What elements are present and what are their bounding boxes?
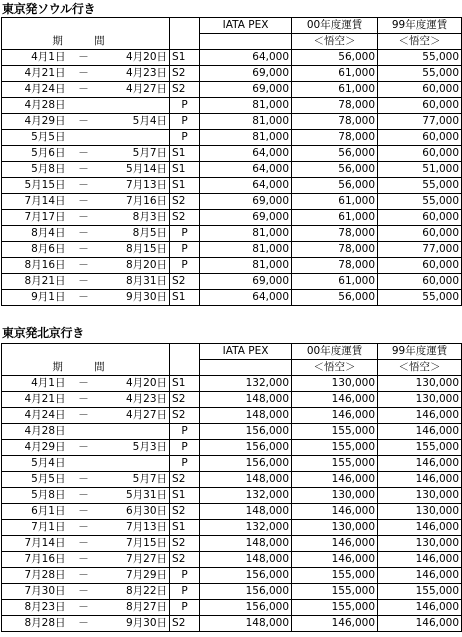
fare-1999: 60,000 <box>378 82 462 98</box>
period-dash: － <box>68 440 100 456</box>
fare-class: S1 <box>170 50 200 66</box>
period-dash: － <box>68 226 100 242</box>
fare-2000: 146,000 <box>292 392 378 408</box>
fare-2000: 61,000 <box>292 66 378 82</box>
period-start: 4月29日 <box>2 440 68 456</box>
fare-2000: 146,000 <box>292 552 378 568</box>
fare-class: S2 <box>170 408 200 424</box>
period-dash: － <box>68 376 100 392</box>
period-end: 8月20日 <box>100 258 170 274</box>
fare-2000: 78,000 <box>292 258 378 274</box>
period-end: 4月23日 <box>100 66 170 82</box>
fare-2000: 61,000 <box>292 210 378 226</box>
period-end: 8月27日 <box>100 600 170 616</box>
period-start: 8月28日 <box>2 616 68 632</box>
class-header-blank <box>170 360 200 376</box>
table-row <box>2 50 462 66</box>
period-end: 8月5日 <box>100 226 170 242</box>
period-dash: － <box>68 290 100 306</box>
iata-pex-header: IATA PEX <box>200 18 292 34</box>
period-start: 8月23日 <box>2 600 68 616</box>
fare-class: P <box>170 584 200 600</box>
period-end: 8月31日 <box>100 274 170 290</box>
period-dash <box>68 424 100 440</box>
table-row <box>2 146 462 162</box>
iata-pex-fare: 148,000 <box>200 536 292 552</box>
fare-1999: 155,000 <box>378 584 462 600</box>
iata-pex-fare: 132,000 <box>200 376 292 392</box>
table-row <box>2 584 462 600</box>
fare-2000: 56,000 <box>292 162 378 178</box>
fare-1999: 155,000 <box>378 440 462 456</box>
section-title-beijing: 東京発北京行き <box>2 326 84 340</box>
period-end: 9月30日 <box>100 616 170 632</box>
period-start: 7月17日 <box>2 210 68 226</box>
iata-pex-fare: 148,000 <box>200 616 292 632</box>
iata-pex-fare: 148,000 <box>200 472 292 488</box>
fare-class: S1 <box>170 162 200 178</box>
iata-pex-fare: 132,000 <box>200 488 292 504</box>
period-dash: － <box>68 50 100 66</box>
iata-pex-fare: 69,000 <box>200 82 292 98</box>
period-start: 4月29日 <box>2 114 68 130</box>
table-row <box>2 600 462 616</box>
fare-1999: 130,000 <box>378 536 462 552</box>
period-header: 期 間 <box>2 360 170 376</box>
fare-class: P <box>170 424 200 440</box>
period-start: 5月8日 <box>2 488 68 504</box>
period-start: 7月30日 <box>2 584 68 600</box>
fare99-header: 99年度運賃 <box>378 18 462 34</box>
fare-1999: 130,000 <box>378 392 462 408</box>
fare-class: S2 <box>170 82 200 98</box>
period-start: 5月5日 <box>2 130 68 146</box>
period-dash: － <box>68 504 100 520</box>
fare-2000: 155,000 <box>292 456 378 472</box>
fare-2000: 56,000 <box>292 178 378 194</box>
fare-1999: 146,000 <box>378 600 462 616</box>
period-dash: － <box>68 584 100 600</box>
period-start: 5月8日 <box>2 162 68 178</box>
period-end: 8月15日 <box>100 242 170 258</box>
fare-class: S1 <box>170 146 200 162</box>
fare-table-seoul <box>1 17 462 306</box>
period-dash: － <box>68 552 100 568</box>
fare-1999: 60,000 <box>378 258 462 274</box>
period-dash: － <box>68 472 100 488</box>
fare-1999: 146,000 <box>378 616 462 632</box>
period-end: 4月23日 <box>100 392 170 408</box>
table-row <box>2 258 462 274</box>
table-row <box>2 274 462 290</box>
fare-2000: 155,000 <box>292 424 378 440</box>
period-start: 7月16日 <box>2 552 68 568</box>
iata-pex-fare: 148,000 <box>200 552 292 568</box>
period-end: 5月7日 <box>100 146 170 162</box>
fare-class: S1 <box>170 520 200 536</box>
period-dash: － <box>68 66 100 82</box>
period-start: 4月1日 <box>2 50 68 66</box>
fare99-subheader: ＜悟空＞ <box>378 360 462 376</box>
period-end <box>100 98 170 114</box>
iata-pex-fare: 156,000 <box>200 424 292 440</box>
period-end: 9月30日 <box>100 290 170 306</box>
iata-pex-fare: 69,000 <box>200 274 292 290</box>
fare99-subheader: ＜悟空＞ <box>378 34 462 50</box>
class-header-blank <box>170 344 200 360</box>
period-dash: － <box>68 520 100 536</box>
iata-pex-fare: 64,000 <box>200 178 292 194</box>
iata-pex-fare: 69,000 <box>200 194 292 210</box>
iata-pex-fare: 64,000 <box>200 50 292 66</box>
period-dash: － <box>68 210 100 226</box>
period-dash: － <box>68 600 100 616</box>
table-row <box>2 130 462 146</box>
fare-1999: 146,000 <box>378 520 462 536</box>
period-dash: － <box>68 162 100 178</box>
fare-2000: 155,000 <box>292 600 378 616</box>
fare-2000: 146,000 <box>292 504 378 520</box>
fare-1999: 55,000 <box>378 290 462 306</box>
fare-1999: 60,000 <box>378 226 462 242</box>
table-row <box>2 520 462 536</box>
fare-1999: 60,000 <box>378 274 462 290</box>
fare-class: P <box>170 98 200 114</box>
fare-class: S2 <box>170 274 200 290</box>
period-end: 8月22日 <box>100 584 170 600</box>
fare-2000: 130,000 <box>292 520 378 536</box>
iata-pex-fare: 81,000 <box>200 242 292 258</box>
iata-pex-fare: 156,000 <box>200 584 292 600</box>
fare-1999: 146,000 <box>378 472 462 488</box>
period-dash: － <box>68 536 100 552</box>
section-title-seoul: 東京発ソウル行き <box>2 2 96 16</box>
period-start: 8月21日 <box>2 274 68 290</box>
period-end: 4月20日 <box>100 376 170 392</box>
period-start: 5月4日 <box>2 456 68 472</box>
period-start: 8月4日 <box>2 226 68 242</box>
fare-2000: 56,000 <box>292 50 378 66</box>
fare-2000: 78,000 <box>292 242 378 258</box>
period-start: 4月21日 <box>2 66 68 82</box>
iata-pex-fare: 81,000 <box>200 98 292 114</box>
table-row <box>2 114 462 130</box>
table-row <box>2 162 462 178</box>
period-end: 7月29日 <box>100 568 170 584</box>
fare00-header: 00年度運賃 <box>292 18 378 34</box>
period-end: 5月7日 <box>100 472 170 488</box>
period-start: 7月28日 <box>2 568 68 584</box>
period-end: 7月13日 <box>100 178 170 194</box>
fare-1999: 55,000 <box>378 194 462 210</box>
period-end: 4月27日 <box>100 408 170 424</box>
table-row <box>2 552 462 568</box>
fare-1999: 146,000 <box>378 456 462 472</box>
fare-1999: 146,000 <box>378 568 462 584</box>
table-row <box>2 194 462 210</box>
fare-class: S2 <box>170 66 200 82</box>
table-row <box>2 376 462 392</box>
class-header-blank <box>170 18 200 34</box>
iata-pex-header-blank <box>200 34 292 50</box>
period-end: 7月16日 <box>100 194 170 210</box>
iata-pex-fare: 81,000 <box>200 226 292 242</box>
fare-class: P <box>170 456 200 472</box>
table-row <box>2 210 462 226</box>
period-start: 5月15日 <box>2 178 68 194</box>
period-start: 4月1日 <box>2 376 68 392</box>
iata-pex-fare: 156,000 <box>200 600 292 616</box>
iata-pex-fare: 148,000 <box>200 504 292 520</box>
period-header-blank <box>2 344 170 360</box>
period-end: 5月4日 <box>100 114 170 130</box>
fare-class: S2 <box>170 392 200 408</box>
table-row <box>2 472 462 488</box>
fare-class: P <box>170 440 200 456</box>
period-start: 9月1日 <box>2 290 68 306</box>
fare-2000: 146,000 <box>292 408 378 424</box>
fare-1999: 51,000 <box>378 162 462 178</box>
period-end: 4月27日 <box>100 82 170 98</box>
table-row <box>2 242 462 258</box>
fare-class: P <box>170 242 200 258</box>
fare-class: S2 <box>170 552 200 568</box>
fare-2000: 78,000 <box>292 114 378 130</box>
iata-pex-fare: 156,000 <box>200 456 292 472</box>
fare-class: S2 <box>170 536 200 552</box>
table-row <box>2 408 462 424</box>
table-row <box>2 178 462 194</box>
iata-pex-fare: 148,000 <box>200 408 292 424</box>
fare-2000: 146,000 <box>292 616 378 632</box>
iata-pex-fare: 64,000 <box>200 290 292 306</box>
table-row <box>2 456 462 472</box>
period-end: 7月27日 <box>100 552 170 568</box>
fare-1999: 130,000 <box>378 488 462 504</box>
period-dash: － <box>68 392 100 408</box>
period-header-blank <box>2 18 170 34</box>
period-end <box>100 130 170 146</box>
iata-pex-fare: 148,000 <box>200 392 292 408</box>
fare-class: S2 <box>170 472 200 488</box>
period-dash: － <box>68 82 100 98</box>
fare-class: P <box>170 258 200 274</box>
fare-class: S2 <box>170 194 200 210</box>
table-row <box>2 424 462 440</box>
period-start: 5月5日 <box>2 472 68 488</box>
fare-class: S2 <box>170 504 200 520</box>
period-dash <box>68 456 100 472</box>
fare-1999: 60,000 <box>378 98 462 114</box>
period-end <box>100 456 170 472</box>
fare-2000: 130,000 <box>292 488 378 504</box>
fare-1999: 146,000 <box>378 552 462 568</box>
fare-table-beijing <box>1 343 462 632</box>
iata-pex-fare: 69,000 <box>200 210 292 226</box>
period-end: 5月14日 <box>100 162 170 178</box>
period-dash: － <box>68 178 100 194</box>
fare-1999: 60,000 <box>378 210 462 226</box>
fare00-subheader: ＜悟空＞ <box>292 360 378 376</box>
period-start: 7月14日 <box>2 536 68 552</box>
period-start: 4月28日 <box>2 98 68 114</box>
fare-2000: 61,000 <box>292 82 378 98</box>
fare-2000: 78,000 <box>292 226 378 242</box>
fare-class: P <box>170 568 200 584</box>
period-start: 4月24日 <box>2 408 68 424</box>
fare00-header: 00年度運賃 <box>292 344 378 360</box>
period-start: 8月6日 <box>2 242 68 258</box>
period-start: 8月16日 <box>2 258 68 274</box>
table-row <box>2 98 462 114</box>
table-row <box>2 488 462 504</box>
fare-2000: 130,000 <box>292 376 378 392</box>
fare-2000: 155,000 <box>292 584 378 600</box>
fare-1999: 77,000 <box>378 242 462 258</box>
table-row <box>2 504 462 520</box>
fare-2000: 155,000 <box>292 568 378 584</box>
period-dash: － <box>68 616 100 632</box>
period-start: 7月14日 <box>2 194 68 210</box>
fare-1999: 146,000 <box>378 424 462 440</box>
period-dash <box>68 130 100 146</box>
fare-class: P <box>170 600 200 616</box>
fare-class: S2 <box>170 616 200 632</box>
period-dash: － <box>68 194 100 210</box>
period-dash: － <box>68 408 100 424</box>
table-row <box>2 536 462 552</box>
iata-pex-fare: 64,000 <box>200 162 292 178</box>
period-end: 5月31日 <box>100 488 170 504</box>
period-start: 6月1日 <box>2 504 68 520</box>
fare-1999: 130,000 <box>378 504 462 520</box>
iata-pex-fare: 156,000 <box>200 568 292 584</box>
table-row <box>2 290 462 306</box>
fare-class: S1 <box>170 488 200 504</box>
fare-2000: 61,000 <box>292 274 378 290</box>
iata-pex-header-blank <box>200 360 292 376</box>
fare-2000: 61,000 <box>292 194 378 210</box>
period-start: 4月21日 <box>2 392 68 408</box>
period-header: 期 間 <box>2 34 170 50</box>
period-dash: － <box>68 274 100 290</box>
fare-1999: 55,000 <box>378 178 462 194</box>
fare-2000: 56,000 <box>292 290 378 306</box>
period-end: 5月3日 <box>100 440 170 456</box>
table-row <box>2 392 462 408</box>
period-dash: － <box>68 488 100 504</box>
period-end: 7月15日 <box>100 536 170 552</box>
iata-pex-fare: 69,000 <box>200 66 292 82</box>
fare-2000: 78,000 <box>292 98 378 114</box>
fare-class: S1 <box>170 290 200 306</box>
period-dash: － <box>68 146 100 162</box>
table-row <box>2 440 462 456</box>
table-row <box>2 82 462 98</box>
period-end: 4月20日 <box>100 50 170 66</box>
fare-2000: 146,000 <box>292 536 378 552</box>
fare-class: P <box>170 114 200 130</box>
fare-class: S1 <box>170 178 200 194</box>
iata-pex-header: IATA PEX <box>200 344 292 360</box>
period-start: 4月24日 <box>2 82 68 98</box>
period-dash: － <box>68 568 100 584</box>
iata-pex-fare: 156,000 <box>200 440 292 456</box>
period-end: 6月30日 <box>100 504 170 520</box>
class-header-blank <box>170 34 200 50</box>
fare-1999: 77,000 <box>378 114 462 130</box>
fare-2000: 56,000 <box>292 146 378 162</box>
fare-class: S2 <box>170 210 200 226</box>
fare-class: P <box>170 226 200 242</box>
iata-pex-fare: 81,000 <box>200 130 292 146</box>
fare99-header: 99年度運賃 <box>378 344 462 360</box>
period-start: 5月6日 <box>2 146 68 162</box>
fare00-subheader: ＜悟空＞ <box>292 34 378 50</box>
fare-1999: 60,000 <box>378 130 462 146</box>
table-row <box>2 568 462 584</box>
period-dash: － <box>68 114 100 130</box>
fare-2000: 146,000 <box>292 472 378 488</box>
table-row <box>2 226 462 242</box>
iata-pex-fare: 81,000 <box>200 258 292 274</box>
fare-class: P <box>170 130 200 146</box>
fare-1999: 55,000 <box>378 50 462 66</box>
fare-1999: 60,000 <box>378 146 462 162</box>
fare-1999: 55,000 <box>378 66 462 82</box>
period-end <box>100 424 170 440</box>
period-dash: － <box>68 258 100 274</box>
table-row <box>2 616 462 632</box>
table-row <box>2 66 462 82</box>
period-dash: － <box>68 242 100 258</box>
period-start: 7月1日 <box>2 520 68 536</box>
period-end: 8月3日 <box>100 210 170 226</box>
period-end: 7月13日 <box>100 520 170 536</box>
fare-2000: 78,000 <box>292 130 378 146</box>
fare-class: S1 <box>170 376 200 392</box>
iata-pex-fare: 132,000 <box>200 520 292 536</box>
iata-pex-fare: 64,000 <box>200 146 292 162</box>
iata-pex-fare: 81,000 <box>200 114 292 130</box>
fare-1999: 130,000 <box>378 376 462 392</box>
period-dash <box>68 98 100 114</box>
fare-1999: 146,000 <box>378 408 462 424</box>
fare-2000: 155,000 <box>292 440 378 456</box>
period-start: 4月28日 <box>2 424 68 440</box>
